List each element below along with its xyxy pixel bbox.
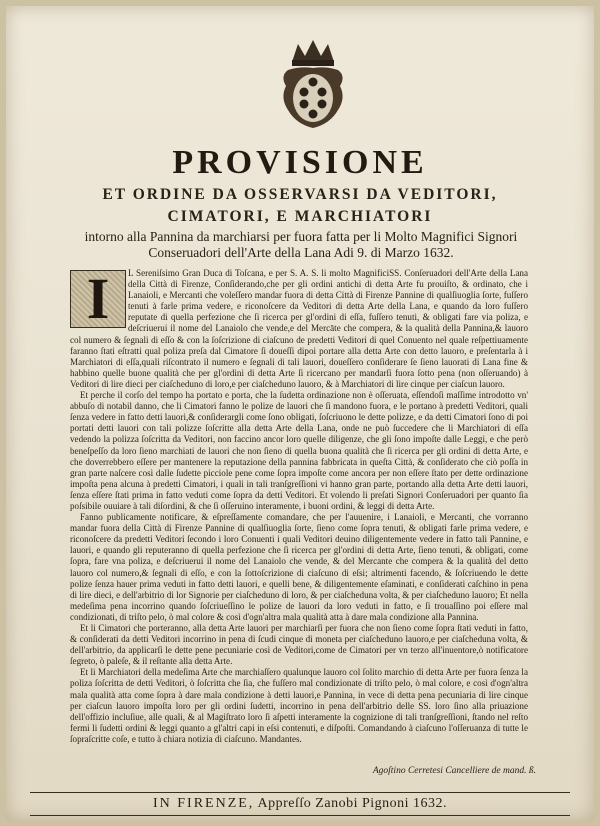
- imprint-city: IN FIRENZE,: [152, 796, 255, 811]
- document-body: [70, 268, 528, 756]
- paragraph: Et perche il corſo del tempo ha portato e porta, che la ſudetta ordinazione non è oſſeruata, eſſendoſi maſſime introdotto vn' abbuſo di notabil danno, che li Cimatori fanno le polize de lauori che ſi mandono fuora, e le portano à predetti Veditori, quali ſenza vedere in fatto detti lauori,& conſiderargli come ſono obligati, ſoſcriuono le dette polizze, e da detti Cimatori ſono di poi portati detti lauori con tali polizze ſoſcritte alla detta Arte della Lana, onde ne può ſuccedere che li Marchiatori di eſſa vedendo la polizza ſoſcritta da Veditori, non faccino ancor loro quelle diligenze, che gli ſono impoſte dalle Leggi, e che però beneſpeſſo da loro ſieno marchiati de lauori che non ſieno di quella buona qualità che ſi ricerca per gli ordini di detta Arte, e che doverrebbero eſſere per mantenere la reputazione della pannina fabbricata in queſta Città, & conſiderato che ciò poſſa in gran parte naſcere così dalle ſudette picciole pene come ſopra impoſte come ancora per non eſſere ſtato per dette ordinazione impoſta pena alcuna à predetti Cimatori, i quali in tali tranſgreſſioni vi hanno gran parte, portando alla detta Arte detti lauori, ſenza eſſere ſtati prima in fatto veduti come ſopra da detti Veditori. Et volendo li preſati Signori Conſeruadori per quanto ſia poſsibile ouuiare à tali diſordini, & che ſi oſſeruino interamente, i buoni ordini, & leggi di detta Arte.: [70, 390, 528, 511]
- imprint-year: 1632.: [413, 796, 448, 811]
- subtitle-line-1: ET ORDINE DA OSSERVARSI DA VEDITORI,: [102, 186, 498, 203]
- imprint-printer: Appreſſo Zanobi Pignoni: [257, 796, 410, 811]
- paragraph: Et li Marchiatori della medeſima Arte che marchiaſſero qualunque lauoro col ſolito marchio di detta Arte per fuora ſenza la poliza ſoſcritta de detti Veditori, ò ſoſcritta che ſia, che fuſſero mal condizionate di triſto pelo, ò mal colore, e così d'ogn'altra mala qualità atta come ſopra à dare mala condizione à detti lauori,e Pannina, in vece di detta pena pecuniaria di lire cinque per ciaſcun lauoro impoſta loro per gli ordini ſudetti, incorrino in pena dell'arbitrio delle SS. loro ſino alla priuazione dell'offizio incluſiue, alle quali, & al Magiſtrato loro ſi aſpetti interamente la cognizione di tali tranſgreſſioni, ſtando nel reſto fermi li ſudetti ordini & leggi quanto a gl'altri capi in eſsi contenuti, e diſpoſti. Comandando à ciaſcuno l'oſſeruanza di tutte le ſopraſcritte coſe, e tutto à chiara notizia di ciaſcuno. Mandantes.: [70, 667, 528, 744]
- medici-crest-icon: [278, 36, 348, 132]
- imprint: [30, 792, 570, 816]
- paragraph: Et li Cimatori che porteranno, alla detta Arte lauori per marchiarſi per fuora che non ſieno come ſopra ſtati veduti in fatto, & conſiderati da detti Veditori incorrino in pena di ſcudi cinque di moneta per ciaſcheduno lauoro,e per ciaſcheduna volta, & dell'arbitrio, da applicarſi le dette pene pecuniarie così de Veditori,come de Cimatori per vn terzo all'inuentore,ò notificatore ſegreto, ò paleſe, & il reſtante alla detta Arte.: [70, 623, 528, 667]
- decorated-initial: I: [70, 270, 126, 328]
- paragraph: Fanno publicamente notificare, & eſpreſſamente comandare, che per l'auuenire, i Lanaioli, e Mercanti, che vorranno mandar fuora della Città di Firenze Pannine di qualſiuoglia ſorte, ſieno come ſopra tenuti, & obligati farle prima vedere, e riconoſcere da predetti Veditori ſecondo i loro Conuenti i quali Veditori deuino diligentemente vedere in fatto tali Pannine, e lauori, e quando gli reputeranno di quella perfezione che ſi ricerca per gl'ordini di detta Arte, ſieno tenuti, & obligati, come ſopra, fare vna poliza, e deſcriuerui il nome del Lanaiolo che vende, & del Mercante che compera & la qualità del detto lauoro col numero,& ſegnali di eſſo, e con la ſottoſcrizione di ciaſcuno di eſsi; altrimenti facendo, & ſoſcriuendo le dette polize ſenza hauer prima veduti in fatto detti lauori, e quelli bene, & diligentemente eſaminati, e conſiderati caſchino in pena di lire dieci, e dell'arbitrio di lor Signorie per ciaſcheduno di loro, & per ciaſcheduna volta, & per ciaſcheduno lauoro; Et nella medeſima pena incorrino quando ſoſcriueſſino le polize de lauori da loro veduti in fatto, e ſi trouaſſino poi eſſere mal condizionati, di triſto pelo, ò mal colore & così d'ogn'altra mala qualità atta à dare mala condizione alla Pannina.: [70, 512, 528, 622]
- subtitle-line-2: CIMATORI, E MARCHIATORI: [167, 208, 433, 225]
- paragraph: L Sereniſsimo Gran Duca di Toſcana, e per S. A. S. li molto MagnificiSS. Conſeruadori dell'Arte della Lana della Città di Firenze, Conſiderando,che per gli ordini antichi di detta Arte fu prouiſto, & ordinato, che i Lanaioli, e Mercanti che voleſſero mandar fuora di detta Città di Firenze Pannine di qualſiuoglia ſorte, fuſſero tenuti à farle prima vedere, e riconoſcere da Veditori di detta Arte della Lana, e quando da loro fuſſero reputate di quella perfezione che ſi ricerca per gl'ordini di eſſa, fuſſero tenuti, & obligati fare via poliza, e deſcriuerui il nome del Lanaiolo che vende,e del Mercāte che compera, & la qualità della Pannina,& lauoro col numero & ſegnali di eſſo & con la ſoſcrizione di ciaſcuno de predetti Veditori di quel Conuento nel quale reſpettiuamente faranno ſtati eſtratti qual poliza preſa dal Cimatore ſi doueſſi dipoi portare alla detta Arte con detto lauoro, e preſentarla à i Marchiatori di eſſa,quali riſcontrato il numero e ſegnali di tali lauori, doueſſero conſiderare ſe ſieno lauorati di Lana fine & habbino quelle buone qualità che per gl'ordini di detta Arte ſi ricercano per mandarſi fuora ſotto pena (non oſſeruando) à Veditori di lire dieci per ciaſcheduno di loro,e per ciaſcheduno lauoro, & à Marchiatori di lire cinque per ciaſcun lauoro.: [70, 268, 528, 389]
- document-sheet: [6, 6, 594, 820]
- signature: Agoſtino Cerretesi Cancelliere de mand. ß.: [372, 766, 536, 776]
- subtitle-line-3: intorno alla Pannina da marchiarsi per fuora fatta per li Molto Magnifici Signori Conseruadori dell'Arte della Lana Adi 9. di Marzo 1632.: [84, 229, 518, 260]
- document-title: PROVISIONE: [172, 144, 428, 181]
